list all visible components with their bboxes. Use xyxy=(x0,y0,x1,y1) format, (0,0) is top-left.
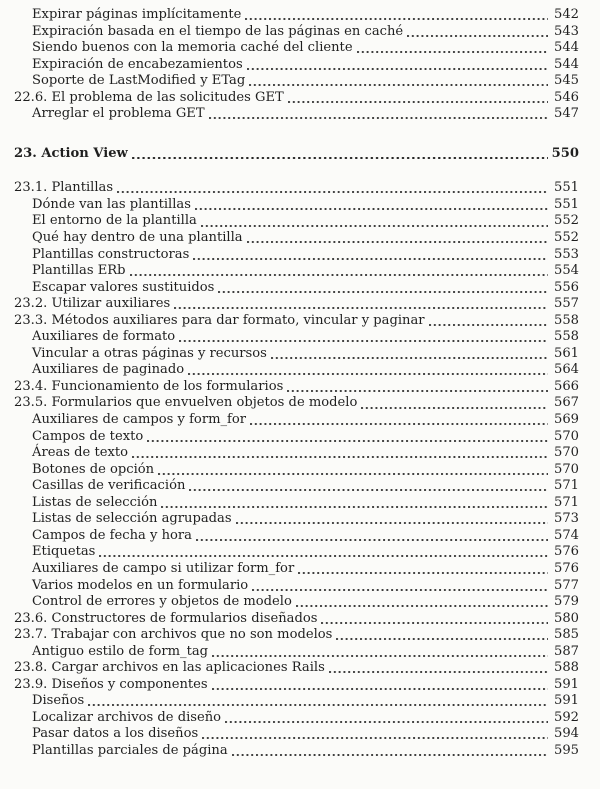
toc-entry xyxy=(0,528,579,545)
dot-leader xyxy=(243,230,551,247)
toc-entry-title: Siendo buenos con la memoria caché del cliente xyxy=(32,40,353,56)
toc-entry xyxy=(0,693,579,710)
toc-entry-page: 570 xyxy=(554,445,579,461)
toc-entry xyxy=(0,379,579,396)
dot-leader xyxy=(126,263,551,280)
toc-entry xyxy=(0,329,579,346)
dot-leader xyxy=(185,478,551,495)
toc-entry xyxy=(0,561,579,578)
toc-entry xyxy=(0,90,579,107)
dot-leader xyxy=(208,677,551,694)
dot-leader xyxy=(241,7,551,24)
toc-entry xyxy=(0,247,579,264)
toc-entry-title: Plantillas parciales de página xyxy=(32,742,228,758)
toc-entry-title: Auxiliares de paginado xyxy=(32,362,185,378)
dot-leader xyxy=(228,743,551,760)
toc-entry-title: Campos de fecha y hora xyxy=(32,527,192,543)
toc-entry-title: 23.9. Diseños y componentes xyxy=(14,676,208,692)
toc-entry-page: 571 xyxy=(554,494,579,510)
toc-entry-page: 542 xyxy=(554,7,579,22)
toc-entry-page: 544 xyxy=(554,40,579,56)
toc-entry-title: Plantillas constructoras xyxy=(32,246,190,262)
dot-leader xyxy=(157,495,551,512)
dot-leader xyxy=(284,90,551,107)
toc-entry-title: Expiración basada en el tiempo de las páginas en caché xyxy=(32,23,404,39)
toc-entry-page: 544 xyxy=(554,56,579,72)
toc-entry xyxy=(0,412,579,429)
toc-entry xyxy=(0,263,579,280)
dot-leader xyxy=(192,528,551,545)
toc-entry-page: 585 xyxy=(554,627,579,643)
toc-entry-page: 574 xyxy=(554,527,579,543)
toc-entry-page: 595 xyxy=(554,742,579,758)
toc-entry-title: Soporte de LastModified y ETag xyxy=(32,73,246,89)
toc-entry-title: Expiración de encabezamientos xyxy=(32,56,243,72)
dot-leader xyxy=(325,660,551,677)
dot-leader xyxy=(214,280,551,297)
toc-entry xyxy=(0,230,579,247)
dot-leader xyxy=(317,611,551,628)
toc-entry-title: Arreglar el problema GET xyxy=(32,106,205,122)
dot-leader xyxy=(84,693,551,710)
toc-entry-page: 570 xyxy=(554,428,579,444)
toc-entry-page: 557 xyxy=(554,296,579,312)
toc-entry-title: Campos de texto xyxy=(32,428,144,444)
toc-entry-title: 23. Action View xyxy=(14,145,128,161)
dot-leader xyxy=(205,106,551,123)
dot-leader xyxy=(198,726,551,743)
toc-entry-title: El entorno de la plantilla xyxy=(32,213,197,229)
toc-entry-page: 558 xyxy=(554,312,579,328)
dot-leader xyxy=(292,594,551,611)
toc-entry-title: 23.1. Plantillas xyxy=(14,180,114,196)
toc-entry-title: Expirar páginas implícitamente xyxy=(32,7,242,22)
toc-entry-title: 23.3. Métodos auxiliares para dar formato, vincular y paginar xyxy=(14,312,425,328)
toc-entry-title: Listas de selección agrupadas xyxy=(32,511,232,527)
toc-entry-page: 569 xyxy=(554,412,579,428)
dot-leader xyxy=(267,346,551,363)
dot-leader xyxy=(95,544,551,561)
toc-entry xyxy=(0,478,579,495)
toc-entry-title: Plantillas ERb xyxy=(32,263,126,279)
toc-entry xyxy=(0,362,579,379)
dot-leader xyxy=(221,710,551,727)
toc-entry-title: 23.5. Formularios que envuelven objetos de modelo xyxy=(14,395,358,411)
toc-entry-title: 23.4. Funcionamiento de los formularios xyxy=(14,378,284,394)
toc-entry-page: 558 xyxy=(554,329,579,345)
toc-entry xyxy=(0,495,579,512)
dot-leader xyxy=(425,313,551,330)
toc-entry-page: 588 xyxy=(554,660,579,676)
toc-entry-title: 22.6. El problema de las solicitudes GET xyxy=(14,89,284,105)
toc-list xyxy=(0,7,579,760)
toc-entry-title: Auxiliares de campos y form_for xyxy=(32,412,247,428)
toc-entry-page: 551 xyxy=(554,196,579,212)
toc-entry-page: 570 xyxy=(554,461,579,477)
dot-leader xyxy=(332,627,551,644)
dot-leader xyxy=(403,24,551,41)
toc-entry-title: Botones de opción xyxy=(32,461,155,477)
toc-entry-page: 552 xyxy=(554,213,579,229)
toc-entry xyxy=(0,710,579,727)
dot-leader xyxy=(283,379,551,396)
toc-entry-page: 587 xyxy=(554,643,579,659)
toc-entry xyxy=(0,395,579,412)
toc-entry-title: 23.2. Utilizar auxiliares xyxy=(14,296,171,312)
dot-leader xyxy=(208,644,551,661)
toc-entry-page: 556 xyxy=(554,279,579,295)
toc-entry-title: 23.7. Trabajar con archivos que no son modelos xyxy=(14,627,333,643)
toc-entry xyxy=(0,726,579,743)
toc-entry-title: Auxiliares de campo si utilizar form_for xyxy=(32,560,295,576)
dot-leader xyxy=(248,578,551,595)
toc-entry xyxy=(0,660,579,677)
toc-entry-title: Dónde van las plantillas xyxy=(32,196,191,212)
toc-entry xyxy=(0,511,579,528)
dot-leader xyxy=(294,561,551,578)
dot-leader xyxy=(113,180,551,197)
toc-entry-page: 576 xyxy=(554,560,579,576)
toc-entry-title: Auxiliares de formato xyxy=(32,329,176,345)
toc-entry-page: 591 xyxy=(554,693,579,709)
dot-leader xyxy=(353,40,551,57)
toc-entry-title: Qué hay dentro de una plantilla xyxy=(32,230,243,246)
toc-entry xyxy=(0,180,579,197)
toc-entry-page: 561 xyxy=(554,345,579,361)
toc-entry-title: Casillas de verificación xyxy=(32,478,186,494)
toc-entry-page: 564 xyxy=(554,362,579,378)
toc-entry-title: Antiguo estilo de form_tag xyxy=(32,643,209,659)
toc-entry xyxy=(0,743,579,760)
dot-leader xyxy=(143,429,551,446)
dot-leader xyxy=(189,247,551,264)
toc-entry-page: 573 xyxy=(554,511,579,527)
toc-entry-page: 551 xyxy=(554,180,579,196)
dot-leader xyxy=(184,362,551,379)
toc-entry xyxy=(0,73,579,90)
dot-leader xyxy=(191,197,551,214)
toc-entry-title: Varios modelos en un formulario xyxy=(32,577,249,593)
dot-leader xyxy=(154,462,551,479)
toc-entry xyxy=(0,578,579,595)
toc-entry xyxy=(0,644,579,661)
toc-entry-page: 554 xyxy=(554,263,579,279)
toc-entry xyxy=(0,627,579,644)
toc-entry-page: 566 xyxy=(554,378,579,394)
toc-entry-page: 546 xyxy=(554,89,579,105)
toc-entry-title: Control de errores y objetos de modelo xyxy=(32,594,292,610)
toc-entry-title: Pasar datos a los diseños xyxy=(32,726,199,742)
toc-entry xyxy=(0,346,579,363)
toc-entry xyxy=(0,197,579,214)
dot-leader xyxy=(232,511,551,528)
toc-entry-page: 577 xyxy=(554,577,579,593)
toc-entry-page: 567 xyxy=(554,395,579,411)
dot-leader xyxy=(243,57,551,74)
toc-entry xyxy=(0,40,579,57)
toc-entry xyxy=(0,7,579,24)
dot-leader xyxy=(357,395,551,412)
toc-entry-page: 547 xyxy=(554,106,579,122)
toc-entry xyxy=(0,445,579,462)
toc-entry-page: 543 xyxy=(554,23,579,39)
toc-entry xyxy=(0,213,579,230)
toc-entry xyxy=(0,296,579,313)
toc-entry-page: 591 xyxy=(554,676,579,692)
toc-entry xyxy=(0,313,579,330)
dot-leader xyxy=(197,213,551,230)
dot-leader xyxy=(175,329,551,346)
dot-leader xyxy=(245,73,551,90)
toc-entry xyxy=(0,57,579,74)
dot-leader xyxy=(246,412,551,429)
toc-entry xyxy=(0,106,579,123)
toc-entry xyxy=(0,429,579,446)
toc-entry-page: 550 xyxy=(551,145,579,161)
toc-entry-title: Vincular a otras páginas y recursos xyxy=(32,345,267,361)
dot-leader xyxy=(128,445,551,462)
dot-leader xyxy=(170,296,551,313)
toc-entry-title: 23.6. Constructores de formularios diseñados xyxy=(14,610,318,626)
toc-entry-page: 594 xyxy=(554,726,579,742)
toc-entry xyxy=(0,146,579,163)
toc-entry-page: 552 xyxy=(554,230,579,246)
toc-entry-page: 580 xyxy=(554,610,579,626)
toc-entry-page: 571 xyxy=(554,478,579,494)
toc-entry xyxy=(0,24,579,41)
toc-entry-page: 576 xyxy=(554,544,579,560)
dot-leader xyxy=(128,146,551,163)
toc-entry xyxy=(0,611,579,628)
toc-entry-title: Escapar valores sustituidos xyxy=(32,279,215,295)
toc-entry xyxy=(0,594,579,611)
toc-entry xyxy=(0,280,579,297)
toc-entry-page: 545 xyxy=(554,73,579,89)
toc-entry xyxy=(0,544,579,561)
toc-entry-title: Etiquetas xyxy=(32,544,96,560)
toc-entry-page: 592 xyxy=(554,709,579,725)
toc-entry-page: 579 xyxy=(554,594,579,610)
toc-entry-title: 23.8. Cargar archivos en las aplicaciones Rails xyxy=(14,660,325,676)
toc-entry-title: Diseños xyxy=(32,693,85,709)
toc-entry xyxy=(0,462,579,479)
toc-entry-title: Áreas de texto xyxy=(32,445,128,461)
toc-entry-title: Localizar archivos de diseño xyxy=(32,709,222,725)
toc-entry-title: Listas de selección xyxy=(32,494,158,510)
toc-entry xyxy=(0,677,579,694)
toc-entry-page: 553 xyxy=(554,246,579,262)
